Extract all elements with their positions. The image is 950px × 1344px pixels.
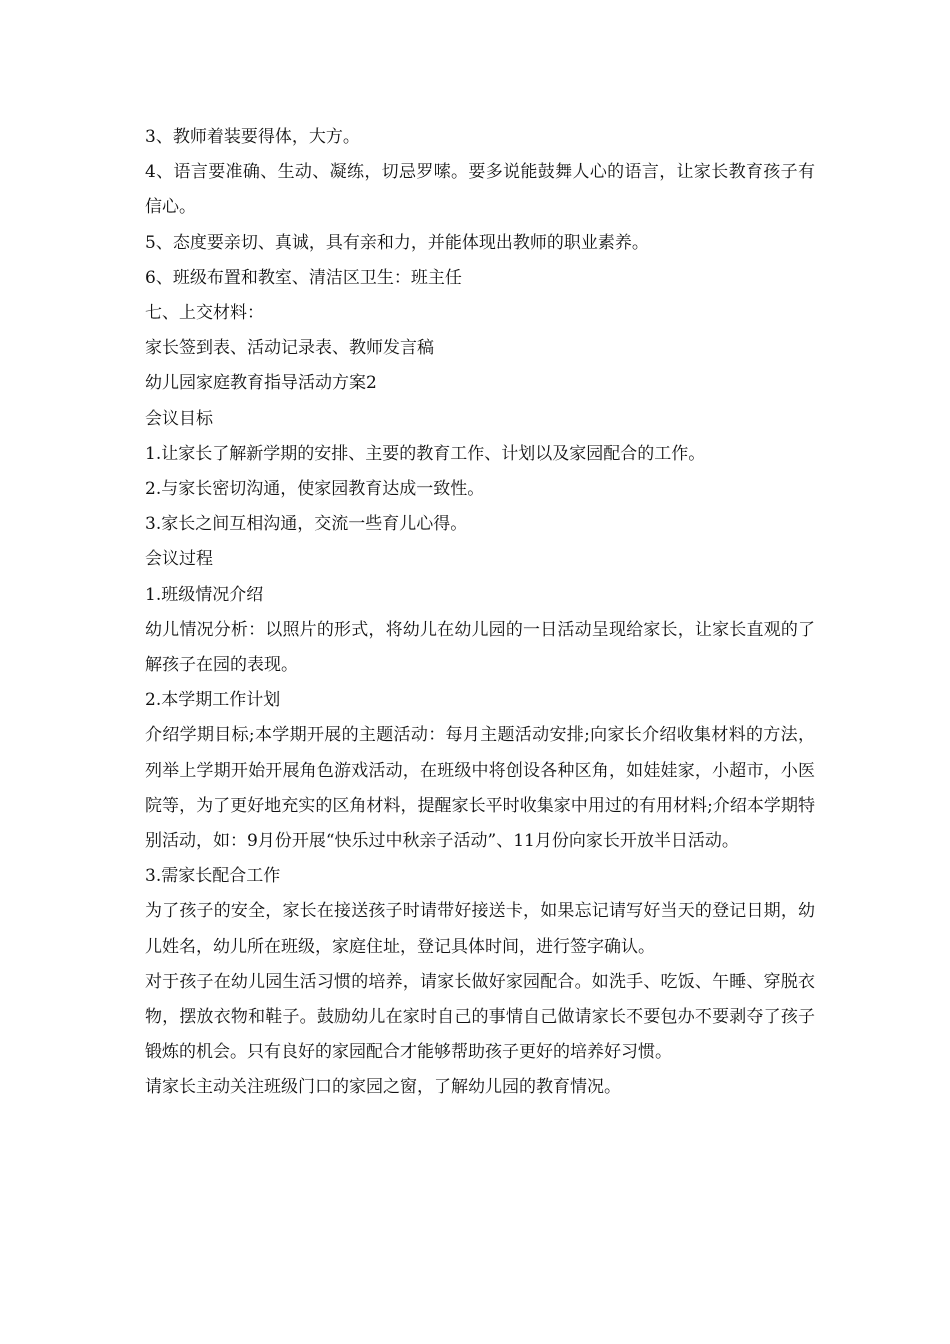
paragraph: 4、语言要准确、生动、凝练，切忌罗嗦。要多说能鼓舞人心的语言，让家长教育孩子有信心。: [145, 162, 815, 218]
section-heading: 会议目标: [145, 408, 213, 429]
list-item: 2.与家长密切沟通，使家园教育达成一致性。: [145, 479, 485, 500]
section-heading: 会议过程: [145, 549, 213, 570]
subsection-heading: 1.班级情况介绍: [145, 584, 264, 605]
paragraph: 5、态度要亲切、真诚，具有亲和力，并能体现出教师的职业素养。: [145, 232, 649, 253]
paragraph: 3、教师着装要得体，大方。: [145, 127, 360, 147]
paragraph: 家长签到表、活动记录表、教师发言稿: [145, 338, 434, 359]
document-title: 幼儿园家庭教育指导活动方案2: [145, 373, 377, 394]
paragraph: 幼儿情况分析：以照片的形式，将幼儿在幼儿园的一日活动呈现给家长，让家长直观的了解孩子在园的表现。: [145, 619, 815, 676]
list-item: 3.家长之间互相沟通，交流一些育儿心得。: [145, 514, 468, 535]
subsection-heading: 3.需家长配合工作: [145, 866, 281, 887]
paragraph: 6、班级布置和教室、清洁区卫生：班主任: [145, 267, 462, 288]
paragraph: 对于孩子在幼儿园生活习惯的培养，请家长做好家园配合。如洗手、吃饭、午睡、穿脱衣物，摆放衣物和鞋子。鼓励幼儿在家时自己的事情自己做请家长不要包办不要剥夺了孩子锻炼的机会。只有良好的家园配合才能够帮助孩子更好的培养好习惯。: [145, 971, 815, 1063]
paragraph: 介绍学期目标;本学期开展的主题活动：每月主题活动安排;向家长介绍收集材料的方法，列举上学期开始开展角色游戏活动，在班级中将创设各种区角，如娃娃家，小超市，小医院等，为了更好地充实的区角材料，提醒家长平时收集家中用过的有用材料;介绍本学期特别活动，如：9月份开展“快乐过中秋亲子活动”、11月份向家长开放半日活动。: [145, 725, 815, 852]
subsection-heading: 2.本学期工作计划: [145, 690, 281, 711]
section-heading: 七、上交材料：: [145, 303, 264, 324]
list-item: 1.让家长了解新学期的安排、主要的教育工作、计划以及家园配合的工作。: [145, 443, 706, 464]
document-body: [145, 120, 815, 1106]
paragraph: 请家长主动关注班级门口的家园之窗，了解幼儿园的教育情况。: [145, 1077, 621, 1098]
paragraph: 为了孩子的安全，家长在接送孩子时请带好接送卡，如果忘记请写好当天的登记日期，幼儿姓名，幼儿所在班级，家庭住址，登记具体时间，进行签字确认。: [145, 901, 815, 957]
